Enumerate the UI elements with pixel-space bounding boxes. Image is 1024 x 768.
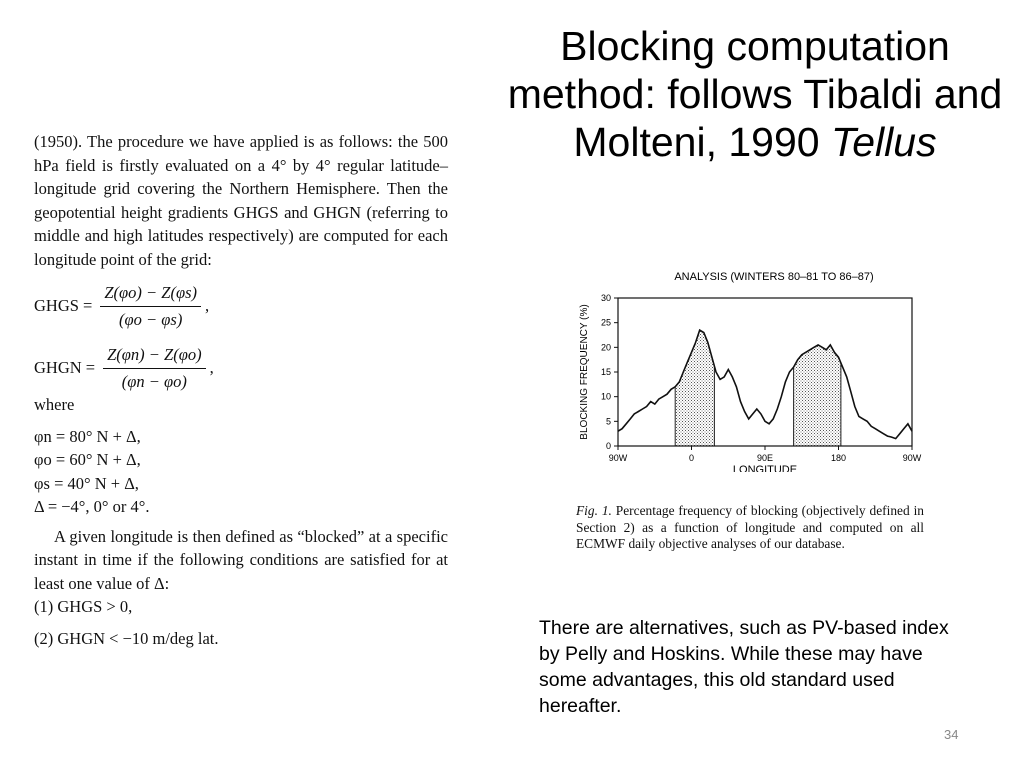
def-phi-s: φs = 40° N + Δ,: [34, 473, 139, 493]
ghgn-formula: [34, 343, 448, 393]
plot-frame: [618, 298, 912, 446]
paper-where: where: [34, 395, 75, 414]
paper-excerpt: [34, 130, 448, 650]
ghgs-formula: [34, 281, 448, 331]
ghgs-fraction: [100, 281, 201, 331]
y-tick-label-25: 25: [600, 317, 611, 328]
chart-y-label: BLOCKING FREQUENCY (%): [579, 304, 590, 440]
x-tick-label-2: 90E: [756, 453, 774, 463]
ghgs-numerator: Z(φo) − Z(φs): [100, 281, 201, 307]
condition-1: (1) GHGS > 0,: [34, 597, 133, 616]
ghgn-label: GHGN =: [34, 358, 96, 378]
slide-title-journal: Tellus: [830, 119, 937, 165]
slide-number: 34: [944, 727, 959, 742]
chart-x-label: LONGITUDE: [732, 464, 798, 472]
figure-caption-text: Percentage frequency of blocking (objectively defined in Section 2) as a function of longitude and computed on all ECMWF daily objective analyses of our database.: [576, 503, 924, 551]
blocked-region-2: [794, 345, 841, 446]
def-phi-o: φo = 60° N + Δ,: [34, 450, 141, 469]
figure-label: Fig. 1.: [576, 503, 612, 518]
chart-plot-area: [601, 293, 922, 463]
paper-paragraph-blocked: A given longitude is then defined as “blocked” at a specific instant in time if the following conditions are satisfied for at least one value of Δ:: [34, 526, 448, 593]
ghgn-comma: ,: [209, 358, 214, 378]
figure-caption: [576, 503, 924, 553]
slide-note: There are alternatives, such as PV-based index by Pelly and Hoskins. While these may have some advantages, this old standard used hereafter.: [539, 617, 949, 717]
paper-paragraph-procedure: (1950). The procedure we have applied is as follows: the 500 hPa field is firstly evaluated on a 4° by 4° regular latitude–longitude grid covering the Northern Hemisphere. Then the geopotential height gradients GHGS and GHGN (referring to middle and high latitudes respectively) are computed for each longitude point of the grid:: [34, 132, 448, 269]
y-tick-label-15: 15: [600, 367, 611, 377]
def-phi-n: φn = 80° N + Δ,: [34, 426, 141, 446]
y-tick-label-5: 5: [605, 416, 611, 427]
chart-svg: [574, 262, 924, 472]
latitude-definitions: [34, 425, 448, 519]
x-tick-label-3: 180: [830, 453, 847, 463]
blocking-frequency-line: [618, 330, 912, 439]
x-tick-label-0: 90W: [608, 453, 628, 463]
ghgs-label: GHGS =: [34, 296, 93, 316]
x-tick-label-4: 90W: [902, 453, 922, 463]
slide-title: [505, 22, 1005, 166]
y-tick-label-30: 30: [600, 293, 611, 303]
slide-title-main: Blocking computation method: follows Tibaldi and Molteni, 1990: [507, 23, 1003, 165]
ghgs-comma: ,: [205, 296, 210, 316]
def-delta: Δ = −4°, 0° or 4°.: [34, 497, 150, 516]
y-tick-label-0: 0: [605, 441, 611, 451]
x-tick-label-1: 0: [688, 453, 695, 463]
y-tick-label-20: 20: [600, 342, 611, 353]
condition-2: (2) GHGN < −10 m/deg lat.: [34, 628, 219, 648]
ghgn-fraction: [103, 343, 205, 393]
chart-title: ANALYSIS (WINTERS 80–81 TO 86–87): [674, 271, 874, 283]
ghgn-denominator: (φn − φo): [121, 371, 187, 391]
ghgn-numerator: Z(φn) − Z(φo): [103, 343, 205, 369]
blocking-frequency-chart: [574, 262, 924, 472]
y-tick-label-10: 10: [600, 391, 611, 402]
ghgs-denominator: (φo − φs): [119, 309, 183, 329]
